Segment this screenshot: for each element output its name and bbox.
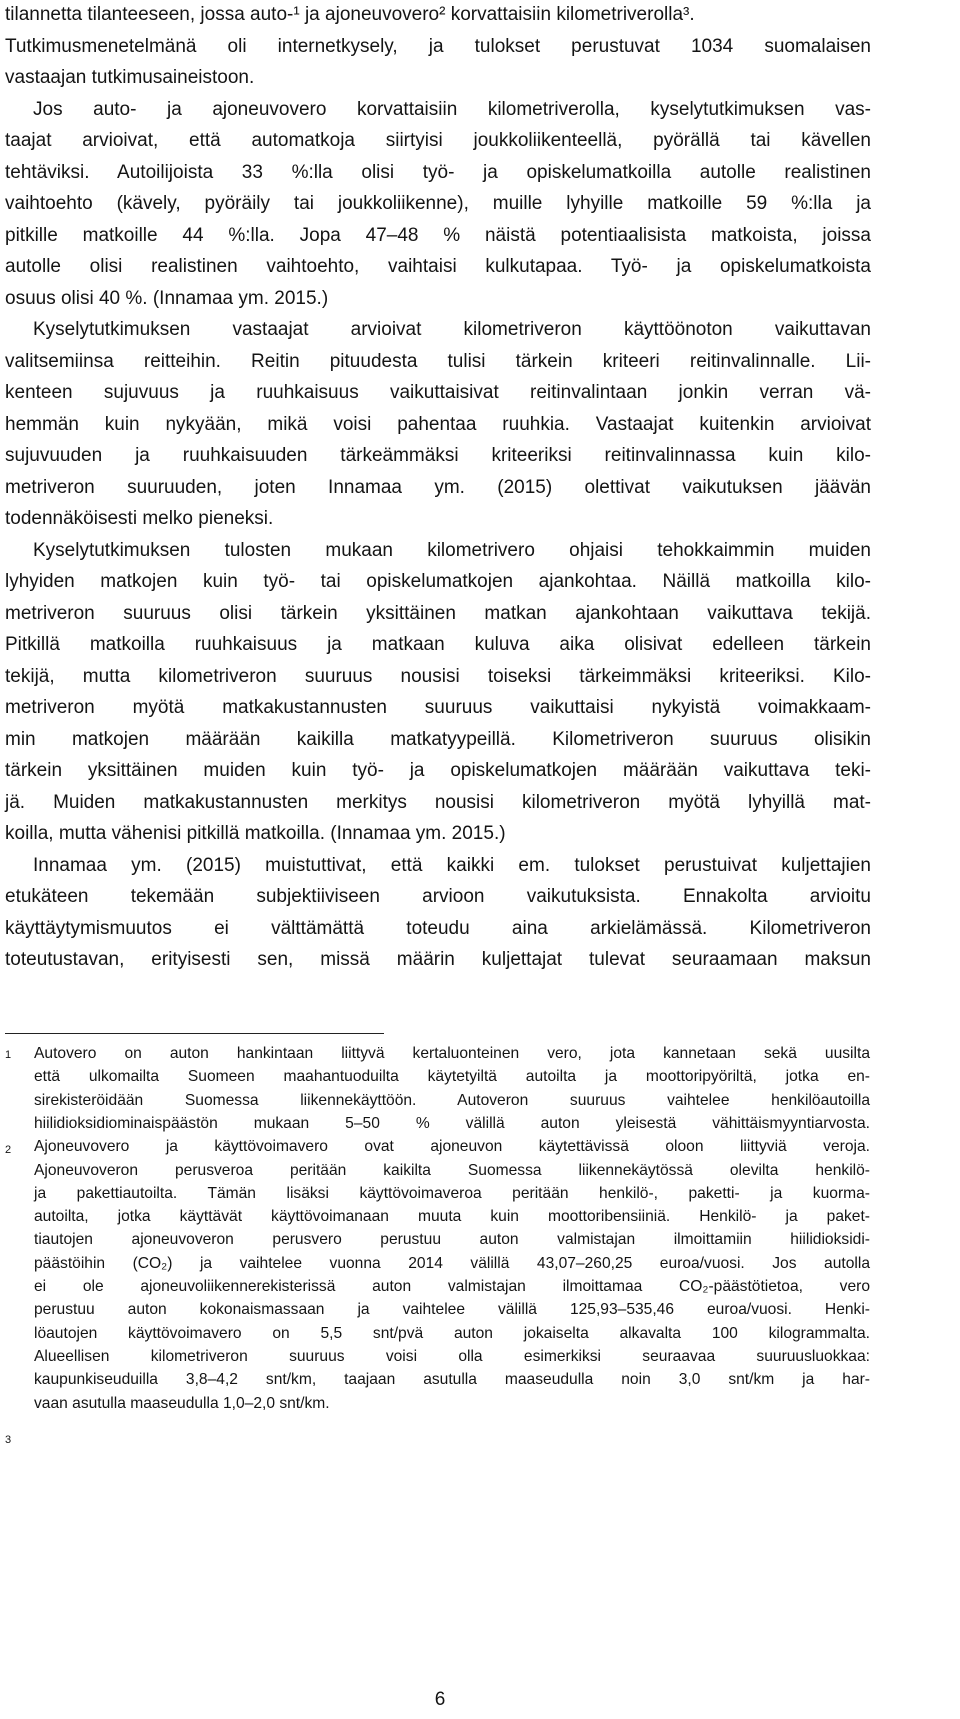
page-number: 6 [434, 1689, 446, 1710]
body-line: kenteen sujuvuus ja ruuhkaisuus vaikuttaisivat reitinvalintaan jonkin verran vä- [5, 382, 871, 403]
body-line: osuus olisi 40 %. (Innamaa ym. 2015.) [5, 287, 329, 309]
footnote-line: päästöihin (CO₂) ja vaihtelee vuonna 2014 välillä 43,07–260,25 euroa/vuosi. Jos autolla [34, 1254, 870, 1272]
body-line: etukäteen tekemään subjektiiviseen arvioon vaikutuksista. Ennakolta arvioitu [5, 886, 871, 907]
footnote-number: 3 [5, 1434, 12, 1446]
body-line: Innamaa ym. (2015) muistuttivat, että kaikki em. tulokset perustuivat kuljettajien [33, 854, 871, 876]
body-line: taajat arvioivat, että automatkoja siirtyisi joukkoliikenteellä, pyörällä tai kävellen [5, 130, 871, 151]
body-line: tekijä, mutta kilometriveron suuruus nousisi toiseksi tärkeimmäksi kriteeriksi. Kilo- [5, 665, 871, 687]
body-line: Tutkimusmenetelmänä oli internetkysely, ja tulokset perustuvat 1034 suomalaisen [5, 35, 871, 57]
body-line: sujuvuuden ja ruuhkaisuuden tärkeämmäksi kriteeriksi reitinvalinnassa kuin kilo- [5, 445, 871, 466]
footnote-line: perustuu auton kokonaismassaan ja vaihtelee välillä 125,93–535,46 euroa/vuosi. Henki- [34, 1301, 870, 1319]
footnote-line: kaupunkiseuduilla 3,8–4,2 snt/km, taajaan asutulla maaseudulla noin 3,0 snt/km ja har- [34, 1371, 870, 1389]
footnote-line: löautojen käyttövoimavero on 5,5 snt/pvä auton jokaiselta alkavalta 100 kilogrammalta. [34, 1324, 870, 1342]
body-line: Kyselytutkimuksen vastaajat arvioivat kilometriveron käyttöönoton vaikuttavan [33, 319, 871, 340]
body-line: metriveron suuruus olisi tärkein yksittäinen matkan ajankohtaan vaikuttava tekijä. [5, 602, 871, 624]
footnote-line: ei ole ajoneuvoliikennerekisterissä auton valmistajan ilmoittamaa CO₂-päästötietoa, vero [34, 1278, 870, 1295]
body-line: metriveron suuruuden, joten Innamaa ym. (2015) olettivat vaikutuksen jäävän [5, 476, 871, 498]
footnote-line: sirekisteröidään Suomessa liikennekäyttöön. Autoveron suuruus vaihtelee henkilöautoilla [34, 1091, 870, 1109]
footnote-line: Autovero on auton hankintaan liittyvä kertaluonteinen vero, jota kannetaan sekä uusilta [34, 1045, 870, 1062]
body-line: käyttäytymismuutos ei välttämättä toteudu aina arkielämässä. Kilometriveron [5, 917, 871, 939]
body-line: toteutustavan, erityisesti sen, missä määrin kuljettajat tulevat seuraamaan maksun [5, 949, 871, 970]
body-line: vastaajan tutkimusaineistoon. [5, 67, 255, 88]
body-line: hemmän kuin nykyään, mikä voisi pahentaa ruuhkia. Vastaajat kuitenkin arvioivat [5, 413, 871, 435]
body-line: Kyselytutkimuksen tulosten mukaan kilometrivero ohjaisi tehokkaimmin muiden [33, 539, 871, 561]
body-line: Jos auto- ja ajoneuvovero korvattaisiin kilometriverolla, kyselytutkimuksen vas- [33, 98, 871, 120]
footnote-line: Ajoneuvovero ja käyttövoimavero ovat ajoneuvon käytettävissä oloon liittyviä veroja. [34, 1138, 870, 1156]
body-line: metriveron myötä matkakustannusten suuruus vaikuttaisi nykyistä voimakkaam- [5, 697, 871, 718]
footnote-line: että ulkomailta Suomeen maahantuoduilta käytetyiltä autoilta ja moottoripyöriltä, jotka en- [34, 1068, 870, 1086]
footnote-line: ja pakettiautoilta. Tämän lisäksi käyttövoimaveroa peritään henkilö-, paketti- ja kuorma- [34, 1184, 870, 1202]
footnote-line: Ajoneuvoveron perusveroa peritään kaikilta Suomessa liikennekäytössä olevilta henkilö- [34, 1161, 870, 1179]
footnote-line: autoilta, jotka käyttävät käyttövoimanaan muuta kuin moottoribensiiniä. Henkilö- ja paket- [34, 1208, 870, 1226]
footnote-line: vaan asutulla maaseudulla 1,0–2,0 snt/km. [34, 1394, 330, 1412]
body-line: jä. Muiden matkakustannusten merkitys nousisi kilometriveron myötä lyhyillä mat- [5, 791, 871, 813]
body-line: koilla, mutta vähenisi pitkillä matkoilla. (Innamaa ym. 2015.) [5, 823, 506, 844]
footnote-line: tiautojen ajoneuvoveron perusvero perustuu auton valmistajan ilmoittamiin hiilidioksidi- [34, 1231, 870, 1249]
body-line: todennäköisesti melko pieneksi. [5, 508, 274, 529]
body-line: Pitkillä matkoilla ruuhkaisuus ja matkaan kuluva aika olisivat edelleen tärkein [5, 634, 871, 655]
body-line: valitsemiinsa reitteihin. Reitin pituudesta tulisi tärkein kriteeri reitinvalinnalle. Lii- [5, 350, 871, 372]
footnote-line: Alueellisen kilometriveron suuruus voisi olla esimerkiksi seuraavaa suuruusluokkaa: [34, 1347, 870, 1365]
body-line: tärkein yksittäinen muiden kuin työ- ja opiskelumatkojen määrään vaikuttava teki- [5, 760, 871, 781]
footnote-separator [5, 1033, 384, 1034]
body-line: tilannetta tilanteeseen, jossa auto-¹ ja ajoneuvovero² korvattaisiin kilometriverolla³. [5, 4, 695, 25]
footnote-number: 1 [5, 1049, 12, 1061]
footnote-number: 2 [5, 1144, 12, 1156]
body-line: lyhyiden matkojen kuin työ- tai opiskelumatkojen ajankohtaa. Näillä matkoilla kilo- [5, 571, 871, 592]
body-line: tehtäviksi. Autoilijoista 33 %:lla olisi työ- ja opiskelumatkoilla autolle realistinen [5, 161, 871, 183]
body-line: vaihtoehto (kävely, pyöräily tai joukkoliikenne), muille lyhyille matkoille 59 %:lla ja [5, 193, 871, 214]
body-line: autolle olisi realistinen vaihtoehto, vaihtaisi kulkutapaa. Työ- ja opiskelumatkoista [5, 256, 871, 277]
body-line: pitkille matkoille 44 %:lla. Jopa 47–48 % näistä potentiaalisista matkoista, joissa [5, 224, 871, 246]
body-line: min matkojen määrään kaikilla matkatyypeillä. Kilometriveron suuruus olisikin [5, 728, 871, 750]
footnote-line: hiilidioksidiominaispäästön mukaan 5–50 % välillä auton yleisestä vähittäismyyntiarvosta. [34, 1114, 870, 1132]
